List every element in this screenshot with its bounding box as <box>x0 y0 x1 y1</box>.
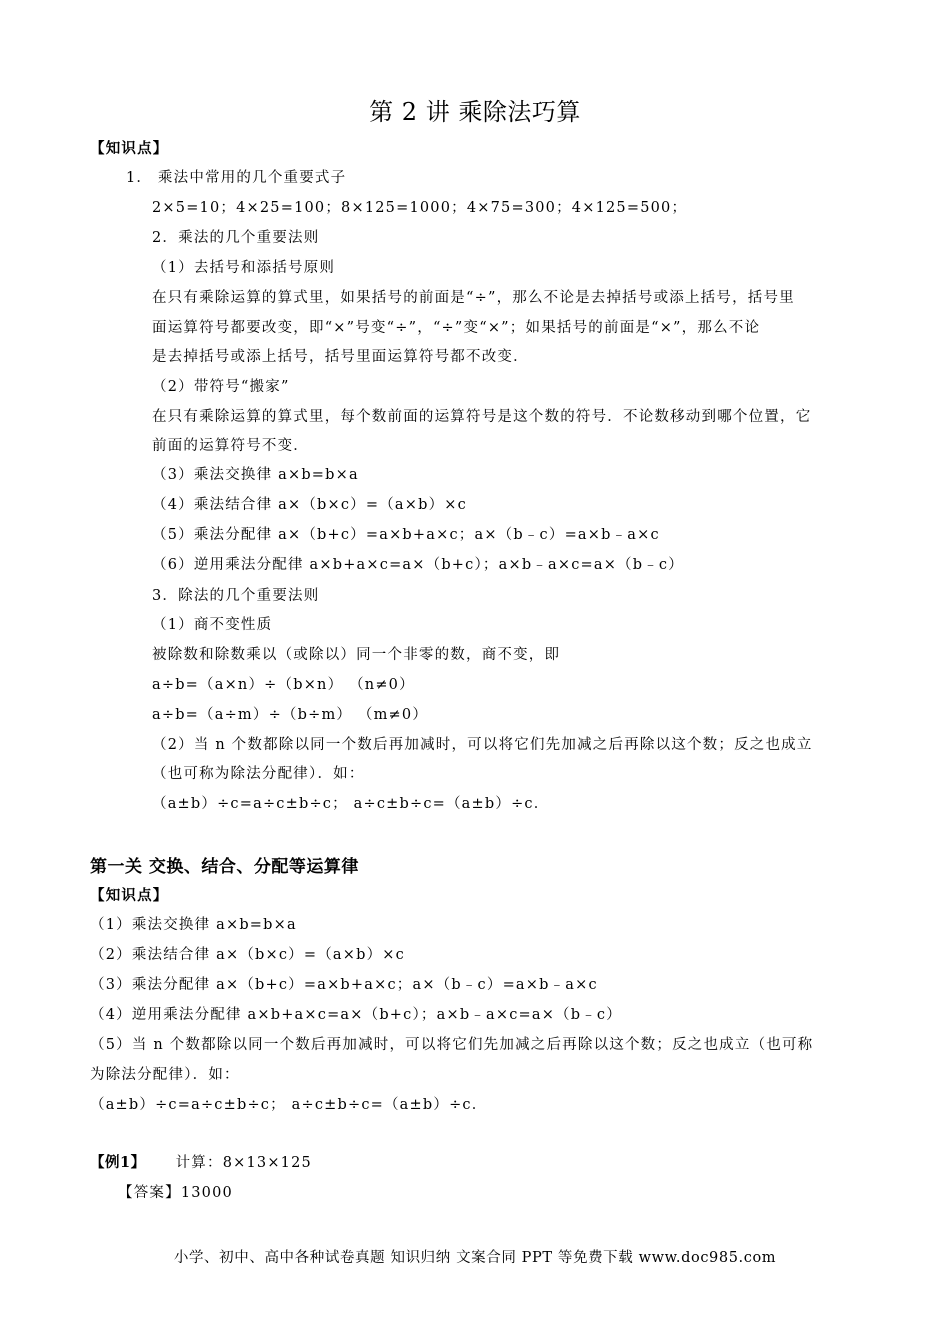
text-line: a÷b=（a÷m）÷（b÷m） （m≠0） <box>152 707 429 723</box>
example-tag: 【例1】 <box>90 1154 146 1171</box>
text-line: 是去掉括号或添上括号，括号里面运算符号都不改变． <box>152 349 529 365</box>
text-line: （3）乘法交换律 a×b=b×a <box>152 467 359 483</box>
text-line: （2）带符号“搬家” <box>152 379 290 395</box>
answer-label: 【答案】 <box>118 1185 181 1201</box>
answer-value: 13000 <box>180 1185 233 1201</box>
text-line: 3．除法的几个重要法则 <box>152 588 320 604</box>
text-line: （1）去括号和添括号原则 <box>152 260 336 276</box>
text-line: 前面的运算符号不变． <box>152 438 309 454</box>
text-line: （4）乘法结合律 a×（b×c）=（a×b）×c <box>152 497 467 513</box>
text-line: （也可称为除法分配律）．如： <box>152 766 365 782</box>
section-line: （2）乘法结合律 a×（b×c）=（a×b）×c <box>90 947 405 963</box>
text-line: （6）逆用乘法分配律 a×b+a×c=a×（b+c）；a×b﹣a×c=a×（b﹣c） <box>152 557 684 573</box>
text-line: 1． 乘法中常用的几个重要式子 <box>126 170 347 186</box>
knowledge-header: 【知识点】 <box>90 140 169 157</box>
section-line: （a±b）÷c=a÷c±b÷c； a÷c±b÷c=（a±b）÷c． <box>90 1097 488 1113</box>
example-question: 计算：8×13×125 <box>175 1155 312 1171</box>
section-title: 第一关 交换、结合、分配等运算律 <box>90 857 359 877</box>
text-line: （1）商不变性质 <box>152 617 273 633</box>
text-line: 在只有乘除运算的算式里，如果括号的前面是“÷”，那么不论是去掉括号或添上括号，括号里 <box>152 290 795 306</box>
text-line: 面运算符号都要改变，即“×”号变“÷”，“÷”变“×”；如果括号的前面是“×”，那么不论 <box>152 320 761 336</box>
example-1-answer <box>118 1183 233 1203</box>
section-knowledge-header: 【知识点】 <box>90 887 169 904</box>
text-line: （5）乘法分配律 a×（b+c）=a×b+a×c；a×（b﹣c）=a×b﹣a×c <box>152 527 660 543</box>
text-line: 2．乘法的几个重要法则 <box>152 230 320 246</box>
text-line: 2×5=10；4×25=100；8×125=1000；4×75=300；4×125=500； <box>152 200 688 216</box>
text-line: a÷b=（a×n）÷（b×n） （n≠0） <box>152 677 415 693</box>
section-line: （4）逆用乘法分配律 a×b+a×c=a×（b+c）；a×b﹣a×c=a×（b﹣c） <box>90 1007 622 1023</box>
text-line: （a±b）÷c=a÷c±b÷c； a÷c±b÷c=（a±b）÷c． <box>152 796 550 812</box>
example-1 <box>90 1153 312 1173</box>
footer-text: 小学、初中、高中各种试卷真题 知识归纳 文案合同 PPT 等免费下载 www.doc985.com <box>173 1250 777 1266</box>
text-line: 在只有乘除运算的算式里，每个数前面的运算符号是这个数的符号．不论数移动到哪个位置，它 <box>152 409 812 425</box>
text-line: （2）当 n 个数都除以同一个数后再加减时，可以将它们先加减之后再除以这个数；反之也成立 <box>152 737 813 753</box>
section-line: （1）乘法交换律 a×b=b×a <box>90 917 297 933</box>
section-line: （3）乘法分配律 a×（b+c）=a×b+a×c；a×（b﹣c）=a×b﹣a×c <box>90 977 598 993</box>
section-line: （5）当 n 个数都除以同一个数后再加减时，可以将它们先加减之后再除以这个数；反之也成立（也可称 <box>90 1037 814 1053</box>
page-title: 第 2 讲 乘除法巧算 <box>369 98 581 126</box>
text-line: 被除数和除数乘以（或除以）同一个非零的数，商不变，即 <box>152 647 561 663</box>
section-line: 为除法分配律）．如： <box>90 1067 240 1083</box>
